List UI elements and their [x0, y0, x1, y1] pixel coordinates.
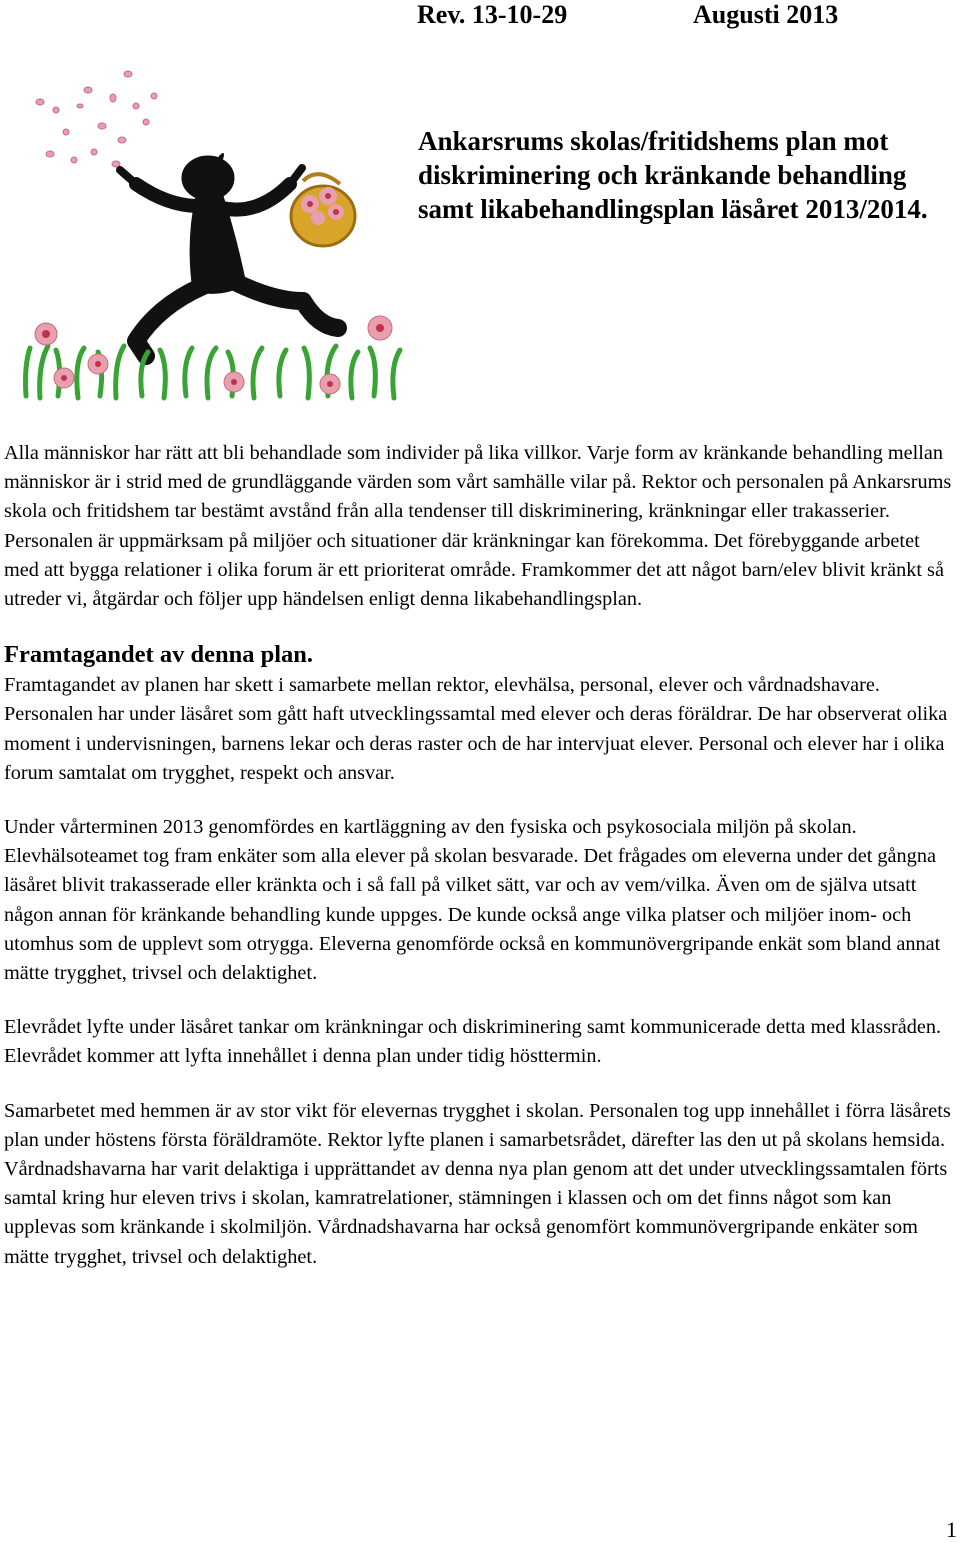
document-body — [4, 439, 959, 1297]
grass — [26, 346, 401, 398]
falling-petals — [36, 71, 157, 167]
running-figure-with-flower-basket-icon — [18, 66, 408, 406]
running-figure — [120, 154, 338, 357]
page-number: 1 — [946, 1517, 957, 1542]
document-title: Ankarsrums skolas/fritidshems plan mot diskriminering och kränkande behandling samt likabehandlingsplan läsåret 2013/2014. — [418, 126, 928, 224]
revision-label: Rev. 13-10-29 — [417, 0, 568, 29]
section-heading: Framtagandet av denna plan. — [4, 641, 314, 669]
document-date: Augusti 2013 — [693, 0, 839, 29]
flower-basket — [291, 174, 355, 246]
body-paragraph-2: Under vårterminen 2013 genomfördes en kartläggning av den fysiska och psykosociala miljön på skolan. Elevhälsoteamet tog fram enkäter som alla elever på skolan besvarade. Det frågades om eleverna under det gångna läsåret blivit trakasserade eller kränkta och i så fall på vilket sätt, var och av vem/vilka. Även om de själva utsatt någon annan för kränkande behandling kunde uppges. De kunde också ange vilka platser och miljöer inom- och utomhus som de upplevt som otrygga. Eleverna genomförde också en kommunövergripande enkät som bland annat mätte trygghet, trivsel och delaktighet. — [4, 816, 941, 985]
body-paragraph-4: Samarbetet med hemmen är av stor vikt för elevernas trygghet i skolan. Personalen tog upp innehållet i förra läsårets plan under höstens första föräldramöte. Rektor lyfte planen i samarbetsrådet, därefter las den ut på skolans hemsida. Vårdnadshavarna har varit delaktiga i upprättandet av denna nya plan genom att det under utvecklingssamtalen förts samtal kring hur eleven trivs i skolan, kamratrelationer, stämningen i klassen och om det finns något som kan upplevas som kränkande i skolmiljön. Vårdnadshavarna har också genomfört kommunövergripande enkäter som mätte trygghet, trivsel och delaktighet. — [4, 1099, 951, 1268]
body-paragraph-1: Framtagandet av planen har skett i samarbete mellan rektor, elevhälsa, personal, elever och vårdnadshavare. Personalen har under läsåret som gått haft utvecklingssamtal med elever och deras föräldrar. De har observerat olika moment i undervisningen, barnens lekar och deras raster och de har intervjuat elever. Personal och elever har i olika forum samtalat om trygghet, respekt och ansvar. — [4, 674, 948, 784]
body-paragraph-3: Elevrådet lyfte under läsåret tankar om kränkningar och diskriminering samt kommunicerade detta med klassråden. Elevrådet kommer att lyfta innehållet i denna plan under tidig hösttermin. — [4, 1016, 942, 1068]
intro-paragraph: Alla människor har rätt att bli behandlade som individer på lika villkor. Varje form av kränkande behandling mellan människor är i strid med de grundläggande värden som vårt samhälle vilar på. Rektor och personalen på Ankarsrums skola och fritidshem tar bestämt avstånd från alla tendenser till diskriminering, kränkningar eller trakasserier. Personalen är uppmärksam på miljöer och situationer där kränkningar kan förekomma. Det förebyggande arbetet med att bygga relationer i olika forum är ett prioriterat område. Framkommer det att något barn/elev blivit kränkt så utreder vi, åtgärdar och följer upp händelsen enligt denna likabehandlingsplan. — [4, 442, 952, 611]
